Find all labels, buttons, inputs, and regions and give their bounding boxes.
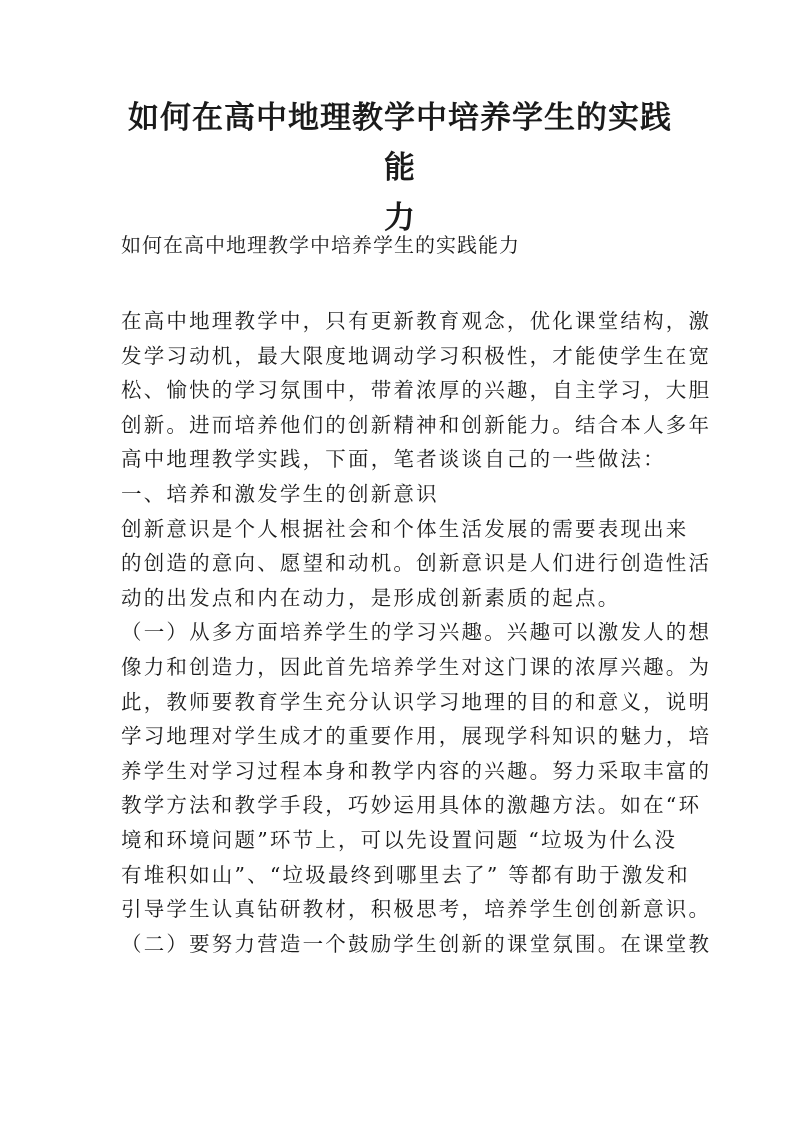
text-line: 有堆积如山”、“垃圾最终到哪里去了” 等都有助于激发和: [121, 862, 690, 887]
text-line: 教学方法和教学手段，巧妙运用具体的激趣方法。如在“环: [121, 793, 702, 818]
title-line-1: 如何在高中地理教学中培养学生的实践能: [128, 100, 672, 186]
text-line: （一）从多方面培养学生的学习兴趣。兴趣可以激发人的想: [121, 620, 712, 645]
document-body: [121, 304, 712, 961]
text-line: 像力和创造力，因此首先培养学生对这门课的浓厚兴趣。为: [121, 654, 712, 679]
text-line: 学习地理对学生成才的重要作用，展现学科知识的魅力，培: [121, 724, 712, 749]
text-line: 境和环境问题”环节上，可以先设置问题 “垃圾为什么没: [121, 827, 678, 852]
text-line: 引导学生认真钻研教材，积极思考，培养学生创创新意识。: [121, 897, 712, 922]
text-line: 养学生对学习过程本身和教学内容的兴趣。努力采取丰富的: [121, 758, 712, 783]
text-line: 动的出发点和内在动力，是形成创新素质的起点。: [121, 585, 621, 610]
document-subtitle: 如何在高中地理教学中培养学生的实践能力: [121, 233, 520, 257]
text-line: 发学习动机，最大限度地调动学习积极性，才能使学生在宽: [121, 343, 712, 368]
text-line: 此，教师要教育学生充分认识学习地理的目的和意义，说明: [121, 689, 712, 714]
text-line: 创新意识是个人根据社会和个体生活发展的需要表现出来: [121, 516, 689, 541]
text-line: 在高中地理教学中，只有更新教育观念，优化课堂结构，激: [121, 309, 712, 333]
text-line: （二）要努力营造一个鼓励学生创新的课堂氛围。在课堂教: [121, 931, 712, 956]
document-title: [120, 93, 680, 243]
section-heading: 一、培养和激发学生的创新意识: [121, 481, 439, 506]
text-line: 高中地理教学实践，下面，笔者谈谈自己的一些做法：: [121, 447, 666, 472]
text-line: 创新。进而培养他们的创新精神和创新能力。结合本人多年: [121, 412, 712, 437]
title-line-2: 力: [384, 200, 416, 236]
text-line: 的创造的意向、愿望和动机。创新意识是人们进行创造性活: [121, 551, 712, 576]
text-line: 松、愉快的学习氛围中，带着浓厚的兴趣，自主学习，大胆: [121, 378, 712, 403]
